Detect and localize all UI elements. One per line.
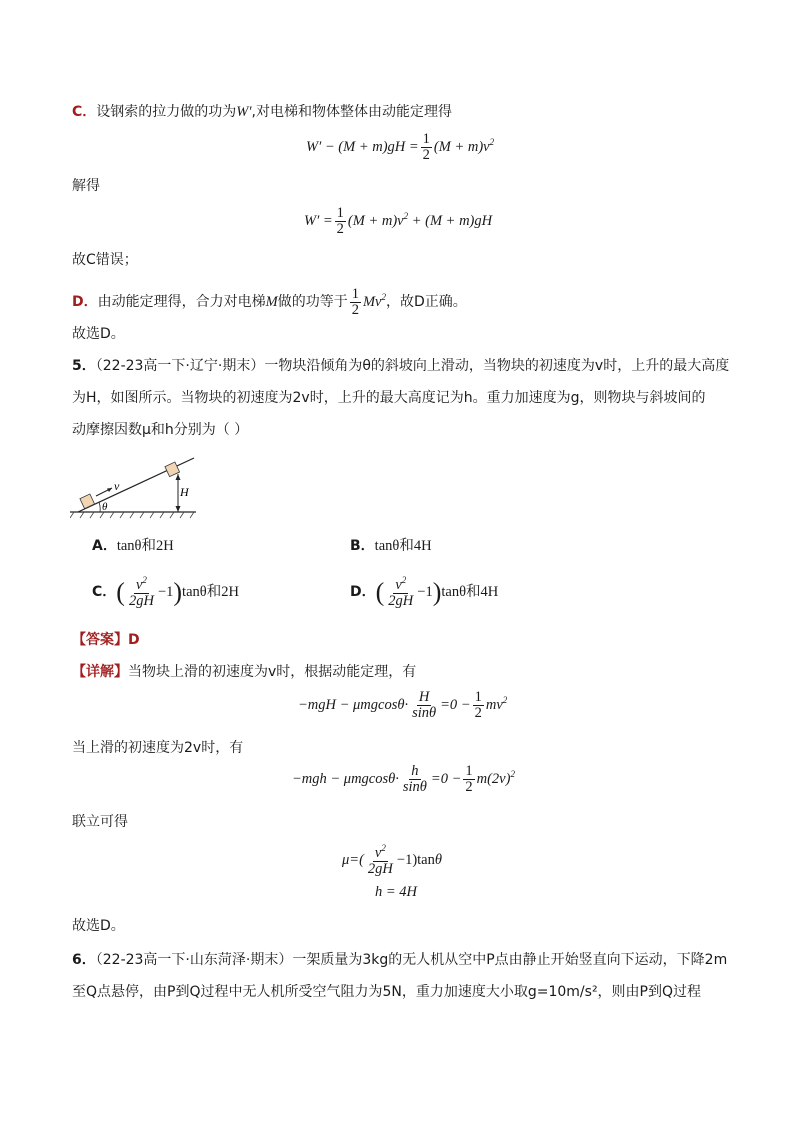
equation-q5-1: −mgH − μmgcosθ· $\frac{H}{\sin\theta}$ =0 − $\frac{1}{2}$ $mv^2$ [298,689,508,722]
equation-q5-2: −mgh − μmgcosθ· $\frac{h}{\sin\theta}$ =0 − $\frac{1}{2}$ $m(2v)^2$ [292,763,515,796]
height-label: H [180,485,189,499]
q6-line2: 至Q点悬停，由P到Q过程中无人机所受空气阻力为5N，重力加速度大小取g=10m/s²，则由P到Q过程 [72,984,702,1000]
q6-source: （22-23高一下·山东菏泽·期末） [95,952,293,968]
option-b[interactable]: B．tanθ和4H [350,538,432,554]
ground-hatch [70,512,194,518]
option-d-explanation: D．由动能定理得，合力对电梯M做的功等于 $\frac{1}{2}$ Mv$^2$，故D正确。 [72,285,467,318]
answer-line [72,630,140,650]
answer-tag: 【答案】 [72,632,128,648]
option-d-label: D． [72,293,98,310]
answer-value: D [128,632,140,648]
q5-line3: 动摩擦因数μ和h分别为（ ） [72,422,249,438]
q6-number: 6． [72,952,96,968]
solve-label: 解得 [72,178,100,194]
option-d[interactable]: D．( $\frac{v^2}{2gH}$ −1)tanθ和4H [350,575,499,610]
q5-line1: 5．（22-23高一下·辽宁·期末）一物块沿倾角为θ的斜坡向上滑动，当物块的初速度为v时，上升的最大高度 [72,358,730,374]
angle-label: θ [102,501,108,513]
equation-q5-4: h = 4H [375,884,418,900]
q5-source: （22-23高一下·辽宁·期末） [95,358,265,374]
block-bottom [80,494,95,509]
detail-line2: 当上滑的初速度为2v时，有 [72,740,244,756]
work-symbol: W′ [236,104,252,120]
velocity-label: v [114,479,120,493]
detail-line3: 联立可得 [72,814,128,830]
final-choice-q5: 故选D。 [72,918,125,934]
incline-figure [70,450,200,520]
option-c-text-a: 设钢索的拉力做的功为 [96,104,237,120]
height-arrow-top [176,474,181,480]
detail-tag: 【详解】 [72,664,128,680]
q5-number: 5． [72,358,96,374]
equation-q5-3: μ=( $\frac{v^2}{2gH}$ −1)tanθ [342,843,442,878]
final-choice-prev: 故选D。 [72,326,125,342]
detail-line1: 【详解】当物块上滑的初速度为v时，根据动能定理，有 [72,664,417,680]
option-c-conclusion: 故C错误； [72,252,138,268]
equation-c2: W′ = $\frac{1}{2}$ $(M + m)v^2 + (M + m)gH$ [304,205,493,238]
option-a[interactable]: A．tanθ和2H [92,538,174,554]
q5-line2: 为H，如图所示。当物块的初速度为2v时，上升的最大高度记为h。重力加速度为g，则物块与斜坡间的 [72,390,706,406]
equation-c1: W′ − (M + m)gH = $\frac{1}{2}$ $(M + m)v^2$ [306,131,495,164]
option-c-label: C． [72,104,97,120]
option-c-explanation [72,102,452,122]
angle-arc [99,502,100,512]
option-c-text-c: ,对电梯和物体整体由动能定理得 [251,104,452,120]
block-top [165,462,180,477]
height-arrow-bottom [176,506,181,512]
option-c[interactable]: C．( $\frac{v^2}{2gH}$ −1)tanθ和2H [92,575,239,610]
q6-line1: 6．（22-23高一下·山东菏泽·期末）一架质量为3kg的无人机从空中P点由静止开始竖直向下运动，下降2m [72,952,728,968]
kinetic-energy-expr: $\frac{1}{2}$ Mv$^2$ [351,285,386,318]
